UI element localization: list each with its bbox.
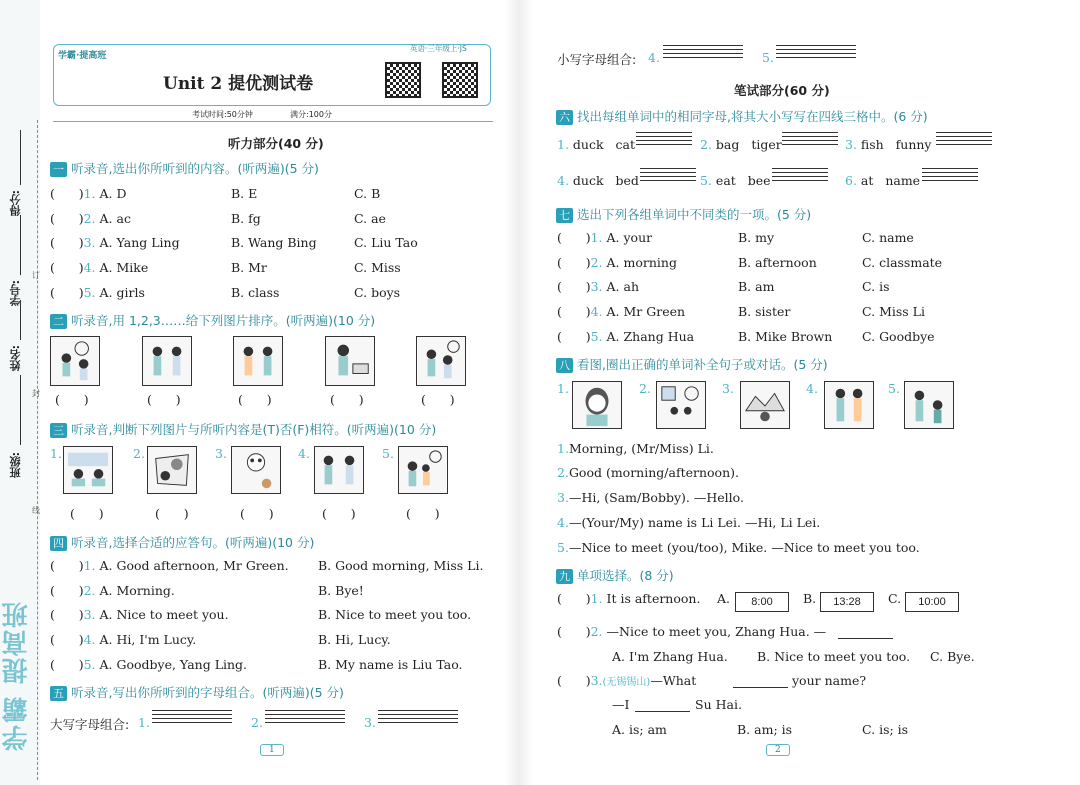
section-1-title (50, 159, 319, 177)
section-6-number: 六 (556, 110, 573, 125)
s8-sentence-3 (557, 490, 744, 505)
q-number: 4. (557, 515, 569, 530)
four-line-writing-box[interactable] (772, 168, 828, 186)
name-label: 姓名: (9, 345, 22, 372)
four-line-writing-box[interactable] (922, 168, 978, 186)
s3-label-3: 3. (215, 446, 227, 461)
s8-label-3: 3. (722, 381, 734, 396)
s1-row-2 (50, 211, 131, 226)
s9-q1-a-label: A. (717, 591, 731, 606)
s6-item-4 (557, 173, 639, 188)
answer-paren[interactable]: ( ) (557, 255, 591, 270)
s8-picture-1 (572, 381, 622, 429)
s4-row-4 (50, 632, 196, 647)
s4-row-2-b: B. Bye! (318, 583, 364, 598)
s8-picture-3 (740, 381, 790, 429)
q-number: 1. (557, 441, 569, 456)
s8-sentence-5 (557, 540, 920, 555)
answer-paren[interactable]: ( ) (50, 285, 84, 300)
s6-item-2 (700, 137, 782, 152)
word-1: eat (715, 173, 736, 188)
answer-paren[interactable]: ( ) (50, 657, 84, 672)
question-text: —Nice to meet you, Zhang Hua. — (606, 624, 827, 639)
s7-row-5 (557, 329, 694, 344)
class-line (20, 375, 21, 445)
s3-answer-paren-5[interactable]: ( ) (406, 506, 440, 521)
s3-answer-paren-2[interactable]: ( ) (155, 506, 189, 521)
option-a: A. Hi, I'm Lucy. (99, 632, 197, 647)
s1-row-1-c: C. B (354, 186, 381, 201)
s6-item-5 (700, 173, 771, 188)
cut-mark-ding: 订 (32, 271, 40, 280)
answer-paren[interactable]: ( ) (50, 211, 84, 226)
four-line-writing-box[interactable] (640, 168, 696, 186)
s2-answer-paren-2[interactable]: ( ) (147, 392, 181, 407)
q-number: 2. (557, 465, 569, 480)
s3-answer-paren-4[interactable]: ( ) (322, 506, 356, 521)
writing-title: 笔试部分(60 分) (734, 83, 830, 98)
word-2: tiger (751, 137, 782, 152)
s7-row-3-b: B. am (738, 279, 775, 294)
q-number: 3. (590, 673, 603, 688)
brand-tag: 学霸·提高班 (58, 51, 107, 61)
q-number: 1. (590, 591, 603, 606)
student-id-label: 学号: (9, 280, 22, 307)
s2-picture-4 (325, 336, 375, 386)
word-1: duck (572, 137, 604, 152)
s3-picture-2 (147, 446, 197, 494)
header-divider (53, 121, 493, 122)
exam-time: 考试时间:50分钟 (192, 110, 253, 119)
word-2: name (885, 173, 921, 188)
answer-paren[interactable]: ( ) (50, 235, 84, 250)
score-line (20, 130, 21, 185)
option-a: A. ah (606, 279, 639, 294)
four-line-writing-box[interactable] (265, 710, 345, 728)
q-number: 1. (557, 137, 569, 152)
section-5-title (50, 683, 344, 701)
listening-title: 听力部分(40 分) (228, 136, 324, 151)
s9-q2-blank[interactable] (838, 638, 893, 639)
question-text-1: —What (650, 673, 697, 688)
word-1: duck (572, 173, 604, 188)
s2-picture-2 (142, 336, 192, 386)
section-3-title (50, 420, 436, 438)
s9-q1-b-label: B. (803, 591, 817, 606)
s1-row-4-b: B. Mr (231, 260, 267, 275)
word-2: bed (615, 173, 639, 188)
s8-label-5: 5. (888, 381, 900, 396)
answer-paren[interactable]: ( ) (50, 186, 84, 201)
option-a: A. Yang Ling (99, 235, 180, 250)
s6-item-3 (845, 137, 932, 152)
sentence-text[interactable]: Good (morning/afternoon). (568, 465, 739, 480)
q-number: 1. (83, 186, 96, 201)
s3-label-1: 1. (50, 446, 62, 461)
s4-row-3-b: B. Nice to meet you too. (318, 607, 472, 622)
s9-q3-option-a: A. is; am (612, 722, 667, 737)
section-6-text: 找出每组单词中的相同字母,将其大小写写在四线三格中。(6 分) (577, 109, 928, 124)
q-number: 2. (83, 211, 96, 226)
s8-sentence-2 (557, 465, 739, 480)
s1-row-5-b: B. class (231, 285, 280, 300)
answer-paren[interactable]: ( ) (50, 583, 84, 598)
option-a: A. Goodbye, Yang Ling. (99, 657, 248, 672)
answer-paren[interactable]: ( ) (50, 558, 84, 573)
q-number: 2. (700, 137, 712, 152)
section-5-text: 听录音,写出你所听到的字母组合。(听两遍)(5 分) (71, 685, 344, 700)
four-line-writing-box[interactable] (663, 45, 743, 63)
s9-q3 (557, 673, 696, 688)
four-line-writing-box[interactable] (776, 45, 856, 63)
q-number: 5. (557, 540, 569, 555)
s1-row-5-c: C. boys (354, 285, 401, 300)
option-a: A. Nice to meet you. (99, 607, 229, 622)
s7-row-4-c: C. Miss Li (862, 304, 925, 319)
cut-mark-xian: 线 (32, 506, 40, 515)
s5-label-2: 2. (251, 715, 263, 730)
s2-answer-paren-1[interactable]: ( ) (55, 392, 89, 407)
q-number: 2. (590, 255, 603, 270)
s1-row-5 (50, 285, 145, 300)
section-9-number: 九 (556, 569, 573, 584)
q-number: 5. (700, 173, 712, 188)
four-line-writing-box[interactable] (378, 710, 458, 728)
option-a: A. Morning. (99, 583, 175, 598)
q-number: 4. (557, 173, 569, 188)
section-3-text: 听录音,判断下列图片与所听内容是(T)否(F)相符。(听两遍)(10 分) (71, 422, 437, 437)
section-1-number: 一 (50, 162, 67, 177)
question-text: It is afternoon. (606, 591, 701, 606)
q-number: 3. (845, 137, 857, 152)
s1-row-3-c: C. Liu Tao (354, 235, 418, 250)
s1-row-2-c: C. ae (354, 211, 386, 226)
option-a: A. ac (99, 211, 131, 226)
s8-picture-4 (824, 381, 874, 429)
q-number: 3. (557, 490, 569, 505)
s6-item-1 (557, 137, 635, 152)
s3-label-4: 4. (298, 446, 310, 461)
q-number: 1. (83, 558, 96, 573)
section-7-title (556, 205, 811, 223)
s4-row-3 (50, 607, 229, 622)
s3-picture-1 (63, 446, 113, 494)
s9-q3-blank-1[interactable] (733, 687, 788, 688)
s4-row-2 (50, 583, 175, 598)
s4-row-5 (50, 657, 247, 672)
section-8-text: 看图,圈出正确的单词补全句子或对话。(5 分) (577, 357, 828, 372)
s1-row-3-b: B. Wang Bing (231, 235, 317, 250)
option-a: A. morning (606, 255, 677, 270)
section-1-text: 听录音,选出你所听到的内容。(听两遍)(5 分) (71, 161, 319, 176)
s9-q2-option-a: A. I'm Zhang Hua. (612, 649, 728, 664)
q-number: 4. (83, 260, 96, 275)
clock-time-c: 10:00 (905, 592, 959, 612)
cut-mark-feng: 封 (32, 389, 40, 398)
q-number: 5. (83, 657, 96, 672)
student-id-line (20, 215, 21, 275)
s3-answer-paren-1[interactable]: ( ) (70, 506, 104, 521)
answer-paren[interactable]: ( ) (557, 279, 591, 294)
q-number: 5. (590, 329, 603, 344)
s7-row-2 (557, 255, 677, 270)
page-title: Unit 2 提优测试卷 (163, 74, 314, 94)
answer-paren[interactable]: ( ) (557, 673, 591, 688)
s8-picture-5 (904, 381, 954, 429)
s1-row-3 (50, 235, 180, 250)
s2-picture-3 (233, 336, 283, 386)
answer-paren[interactable]: ( ) (557, 230, 591, 245)
sentence-text[interactable]: —(Your/My) name is Li Lei. —Hi, Li Lei. (568, 515, 821, 530)
s2-picture-5 (416, 336, 466, 386)
upper-combo-label: 大写字母组合: (50, 717, 130, 732)
option-a: A. Good afternoon, Mr Green. (99, 558, 289, 573)
section-9-title (556, 566, 674, 584)
answer-paren[interactable]: ( ) (50, 607, 84, 622)
s1-row-4 (50, 260, 148, 275)
page-number-right: 2 (766, 744, 790, 756)
lower-combo-label: 小写字母组合: (557, 52, 637, 67)
s5-label-3: 3. (364, 715, 376, 730)
q-number: 3. (83, 607, 96, 622)
s7-row-1-b: B. my (738, 230, 775, 245)
s3-picture-3 (231, 446, 281, 494)
s3-answer-paren-3[interactable]: ( ) (240, 506, 274, 521)
s9-q2 (557, 624, 826, 639)
vertical-brand-logo: 学霸 提高班 (2, 600, 32, 752)
s7-row-2-c: C. classmate (862, 255, 943, 270)
q-number: 3. (590, 279, 603, 294)
word-2: cat (615, 137, 635, 152)
s4-row-5-b: B. My name is Liu Tao. (318, 657, 463, 672)
option-a: A. Mr Green (606, 304, 686, 319)
s5-label-1: 1. (138, 715, 150, 730)
s2-answer-paren-5[interactable]: ( ) (421, 392, 455, 407)
full-score: 满分:100分 (290, 110, 332, 119)
s7-row-1-c: C. name (862, 230, 914, 245)
s1-row-1 (50, 186, 127, 201)
s8-label-4: 4. (806, 381, 818, 396)
s8-label-2: 2. (639, 381, 651, 396)
sentence-text[interactable]: —Nice to meet (you/too), Mike. —Nice to meet you too. (568, 540, 920, 555)
answer-paren[interactable]: ( ) (50, 632, 84, 647)
clock-time-a: 8:00 (735, 592, 789, 612)
s7-row-4-b: B. sister (738, 304, 791, 319)
lower-label-5: 5. (762, 50, 774, 65)
section-2-number: 二 (50, 314, 67, 329)
binding-dash-line (37, 120, 38, 780)
section-4-number: 四 (50, 536, 67, 551)
q-number: 4. (590, 304, 603, 319)
s3-label-2: 2. (133, 446, 145, 461)
sentence-text[interactable]: —Hi, (Sam/Bobby). —Hello. (568, 490, 744, 505)
q-number: 4. (83, 632, 96, 647)
lower-label-4: 4. (648, 50, 660, 65)
answer-paren[interactable]: ( ) (50, 260, 84, 275)
s3-picture-4 (314, 446, 364, 494)
s8-picture-2 (656, 381, 706, 429)
word-2: funny (895, 137, 932, 152)
s7-row-5-b: B. Mike Brown (738, 329, 833, 344)
source-note: (无锡锡山) (602, 677, 651, 688)
page-number-left: 1 (260, 744, 284, 756)
name-line (20, 300, 21, 340)
section-5-number: 五 (50, 686, 67, 701)
page-gutter (505, 0, 533, 785)
s7-row-2-b: B. afternoon (738, 255, 817, 270)
section-3-number: 三 (50, 423, 67, 438)
s2-answer-paren-3[interactable]: ( ) (238, 392, 272, 407)
score-label: 得分: (9, 190, 22, 217)
s7-row-1 (557, 230, 652, 245)
s7-row-4 (557, 304, 685, 319)
s7-row-3-c: C. is (862, 279, 890, 294)
s9-q3-text-2: your name? (792, 673, 867, 688)
s6-item-6 (845, 173, 920, 188)
q-number: 6. (845, 173, 857, 188)
s9-q2-option-b: B. Nice to meet you too. (757, 649, 911, 664)
answer-paren[interactable]: ( ) (557, 304, 591, 319)
q-number: 2. (590, 624, 603, 639)
section-7-text: 选出下列各组单词中不同类的一项。(5 分) (577, 207, 812, 222)
section-9-text: 单项选择。(8 分) (577, 568, 674, 583)
s4-row-1-b: B. Good morning, Miss Li. (318, 558, 484, 573)
s9-q3-blank-2[interactable] (635, 711, 690, 712)
option-a: A. Zhang Hua (606, 329, 695, 344)
answer-paren[interactable]: ( ) (557, 624, 591, 639)
section-8-title (556, 355, 828, 373)
s9-q3-text-4: Su Hai. (695, 697, 742, 712)
s1-row-2-b: B. fg (231, 211, 261, 226)
subject-tag: 英语·三年级上·JS (410, 44, 467, 53)
word-1: fish (860, 137, 884, 152)
s8-label-1: 1. (557, 381, 569, 396)
s4-row-4-b: B. Hi, Lucy. (318, 632, 391, 647)
s4-row-1 (50, 558, 289, 573)
s1-row-1-b: B. E (231, 186, 258, 201)
four-line-writing-box[interactable] (636, 132, 692, 150)
s9-q3-text-3: —I (612, 697, 630, 712)
answer-paren[interactable]: ( ) (557, 329, 591, 344)
s2-answer-paren-4[interactable]: ( ) (330, 392, 364, 407)
option-a: A. girls (99, 285, 145, 300)
section-4-text: 听录音,选择合适的应答句。(听两遍)(10 分) (71, 535, 315, 550)
section-4-title (50, 533, 314, 551)
s2-picture-1 (50, 336, 100, 386)
s9-q3-option-b: B. am; is (737, 722, 793, 737)
section-2-text: 听录音,用 1,2,3……给下列图片排序。(听两遍)(10 分) (71, 313, 376, 328)
answer-paren[interactable]: ( ) (557, 591, 591, 606)
s7-row-3 (557, 279, 639, 294)
class-label: 班级: (9, 452, 22, 479)
section-6-title (556, 107, 928, 125)
q-number: 5. (83, 285, 96, 300)
s8-sentence-4 (557, 515, 820, 530)
word-1: bag (715, 137, 740, 152)
s9-q2-option-c: C. Bye. (930, 649, 975, 664)
four-line-writing-box[interactable] (152, 710, 232, 728)
word-2: bee (747, 173, 771, 188)
s9-q3-option-c: C. is; is (862, 722, 909, 737)
four-line-writing-box[interactable] (936, 132, 992, 150)
s1-row-4-c: C. Miss (354, 260, 401, 275)
s8-sentence-1 (557, 441, 714, 456)
sentence-text[interactable]: Morning, (Mr/Miss) Li. (568, 441, 714, 456)
s3-label-5: 5. (382, 446, 394, 461)
s7-row-5-c: C. Goodbye (862, 329, 935, 344)
option-a: A. your (606, 230, 653, 245)
four-line-writing-box[interactable] (782, 132, 838, 150)
qr-code-2 (442, 62, 478, 98)
s9-q1 (557, 591, 700, 606)
q-number: 2. (83, 583, 96, 598)
section-2-title (50, 311, 375, 329)
clock-time-b: 13:28 (820, 592, 874, 612)
option-a: A. D (99, 186, 127, 201)
word-1: at (860, 173, 874, 188)
s9-q1-c-label: C. (888, 591, 902, 606)
section-8-number: 八 (556, 358, 573, 373)
q-number: 3. (83, 235, 96, 250)
s3-picture-5 (398, 446, 448, 494)
q-number: 1. (590, 230, 603, 245)
qr-code-1 (385, 62, 421, 98)
section-7-number: 七 (556, 208, 573, 223)
option-a: A. Mike (99, 260, 149, 275)
